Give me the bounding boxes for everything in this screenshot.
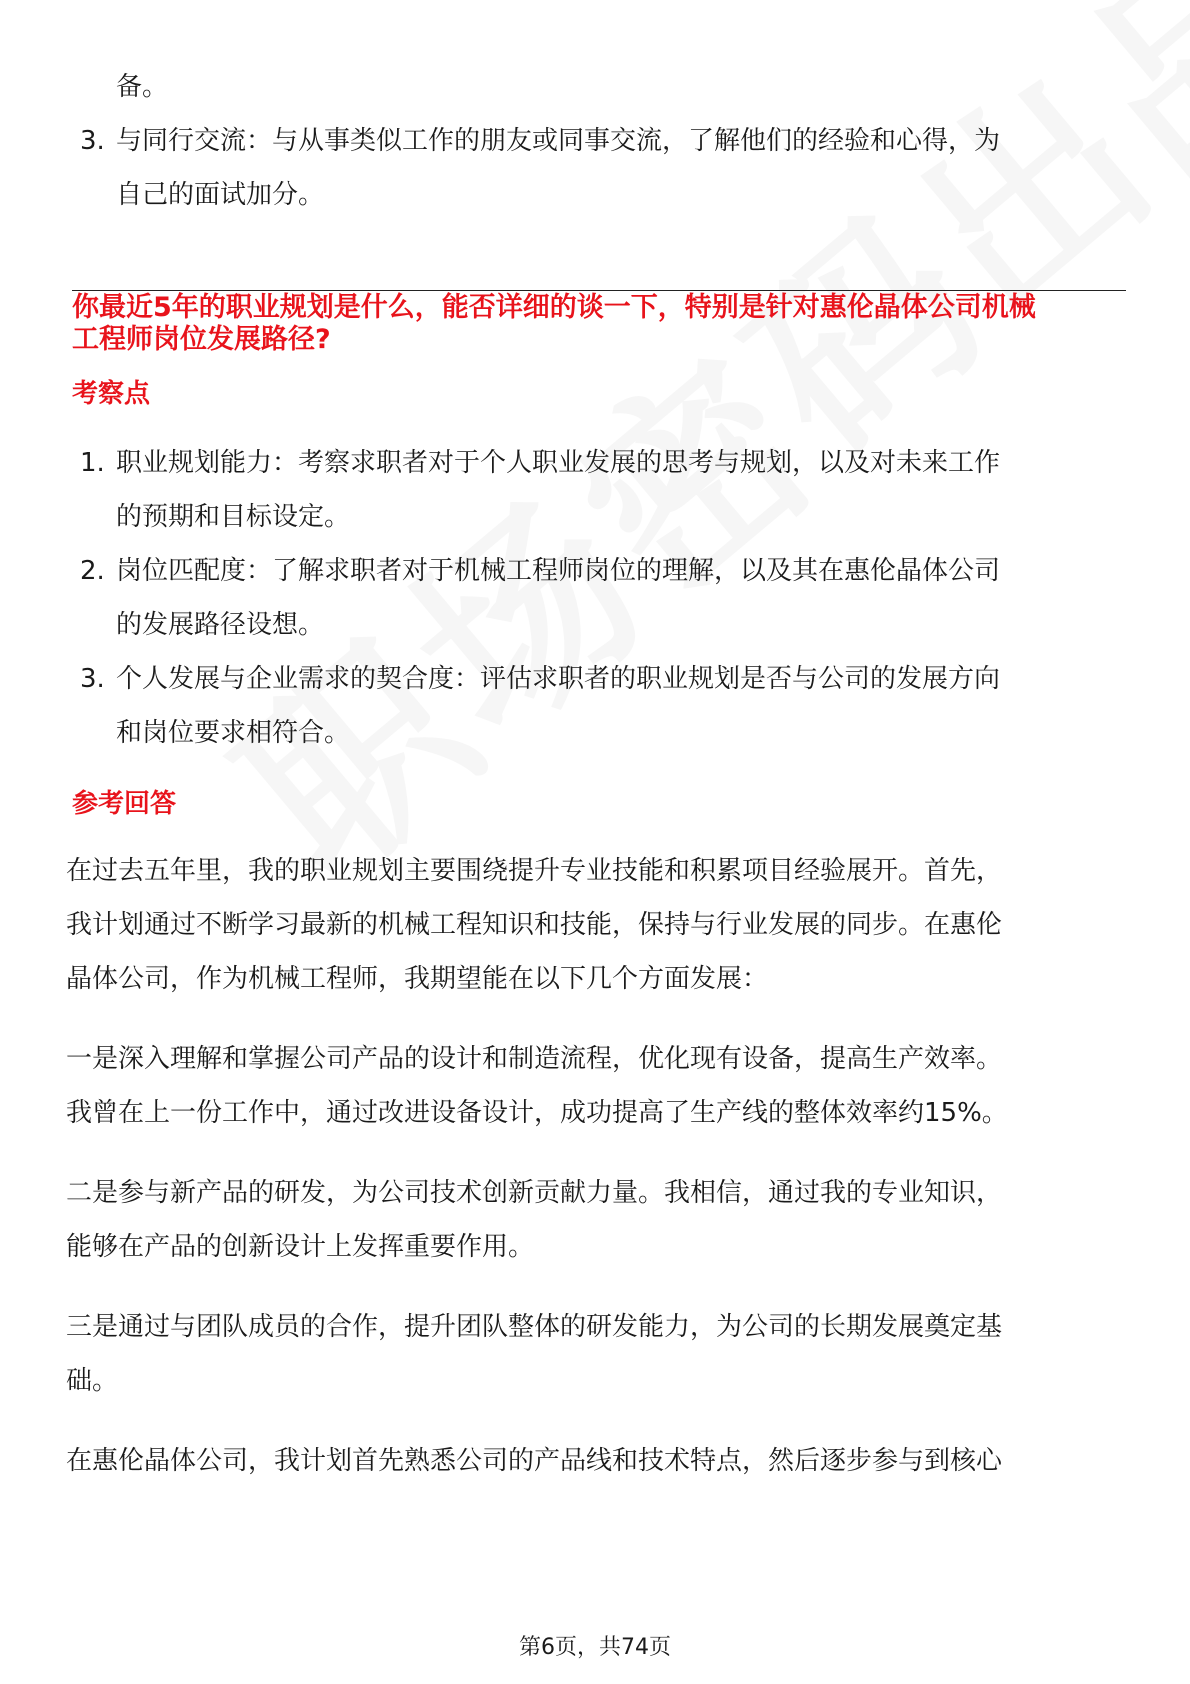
paragraph-line: 能够在产品的创新设计上发挥重要作用。 <box>66 1232 535 1262</box>
list-item-line: 的预期和目标设定。 <box>116 502 351 532</box>
paragraph-line: 在过去五年里，我的职业规划主要围绕提升专业技能和积累项目经验展开。首先， <box>66 856 1003 886</box>
list-item-line: 职业规划能力：考察求职者对于个人职业发展的思考与规划，以及对未来工作 <box>116 448 1001 478</box>
list-number: 2. <box>80 556 105 586</box>
list-item-line: 个人发展与企业需求的契合度：评估求职者的职业规划是否与公司的发展方向 <box>116 664 1001 694</box>
list-item-line: 和岗位要求相符合。 <box>116 718 351 748</box>
question-title-line: 工程师岗位发展路径? <box>72 324 331 355</box>
list-number: 3. <box>80 126 105 156</box>
list-number: 1. <box>80 448 105 478</box>
paragraph-line: 三是通过与团队成员的合作，提升团队整体的研发能力，为公司的长期发展奠定基 <box>66 1312 1003 1342</box>
list-item-line: 岗位匹配度：了解求职者对于机械工程师岗位的理解，以及其在惠伦晶体公司 <box>116 556 1001 586</box>
paragraph-line: 我曾在上一份工作中，通过改进设备设计，成功提高了生产线的整体效率约15%。 <box>66 1098 1008 1128</box>
list-number: 3. <box>80 664 105 694</box>
examine-heading: 考察点 <box>72 379 151 409</box>
paragraph-line: 我计划通过不断学习最新的机械工程知识和技能，保持与行业发展的同步。在惠伦 <box>66 910 1003 940</box>
question-title-line: 你最近5年的职业规划是什么，能否详细的谈一下，特别是针对惠伦晶体公司机械 <box>72 292 1036 323</box>
list-item-line: 自己的面试加分。 <box>116 180 325 210</box>
paragraph-line: 础。 <box>66 1366 119 1396</box>
paragraph-line: 一是深入理解和掌握公司产品的设计和制造流程，优化现有设备，提高生产效率。 <box>66 1044 1003 1074</box>
answer-heading: 参考回答 <box>72 789 177 819</box>
list-continuation: 备。 <box>116 72 169 102</box>
paragraph-line: 晶体公司，作为机械工程师，我期望能在以下几个方面发展： <box>66 964 769 994</box>
paragraph-line: 在惠伦晶体公司，我计划首先熟悉公司的产品线和技术特点，然后逐步参与到核心 <box>66 1446 1003 1476</box>
list-item-line: 与同行交流：与从事类似工作的朋友或同事交流，了解他们的经验和心得，为 <box>116 126 1001 156</box>
paragraph-line: 二是参与新产品的研发，为公司技术创新贡献力量。我相信，通过我的专业知识， <box>66 1178 1003 1208</box>
list-item-line: 的发展路径设想。 <box>116 610 325 640</box>
page-number: 第6页，共74页 <box>519 1635 671 1660</box>
